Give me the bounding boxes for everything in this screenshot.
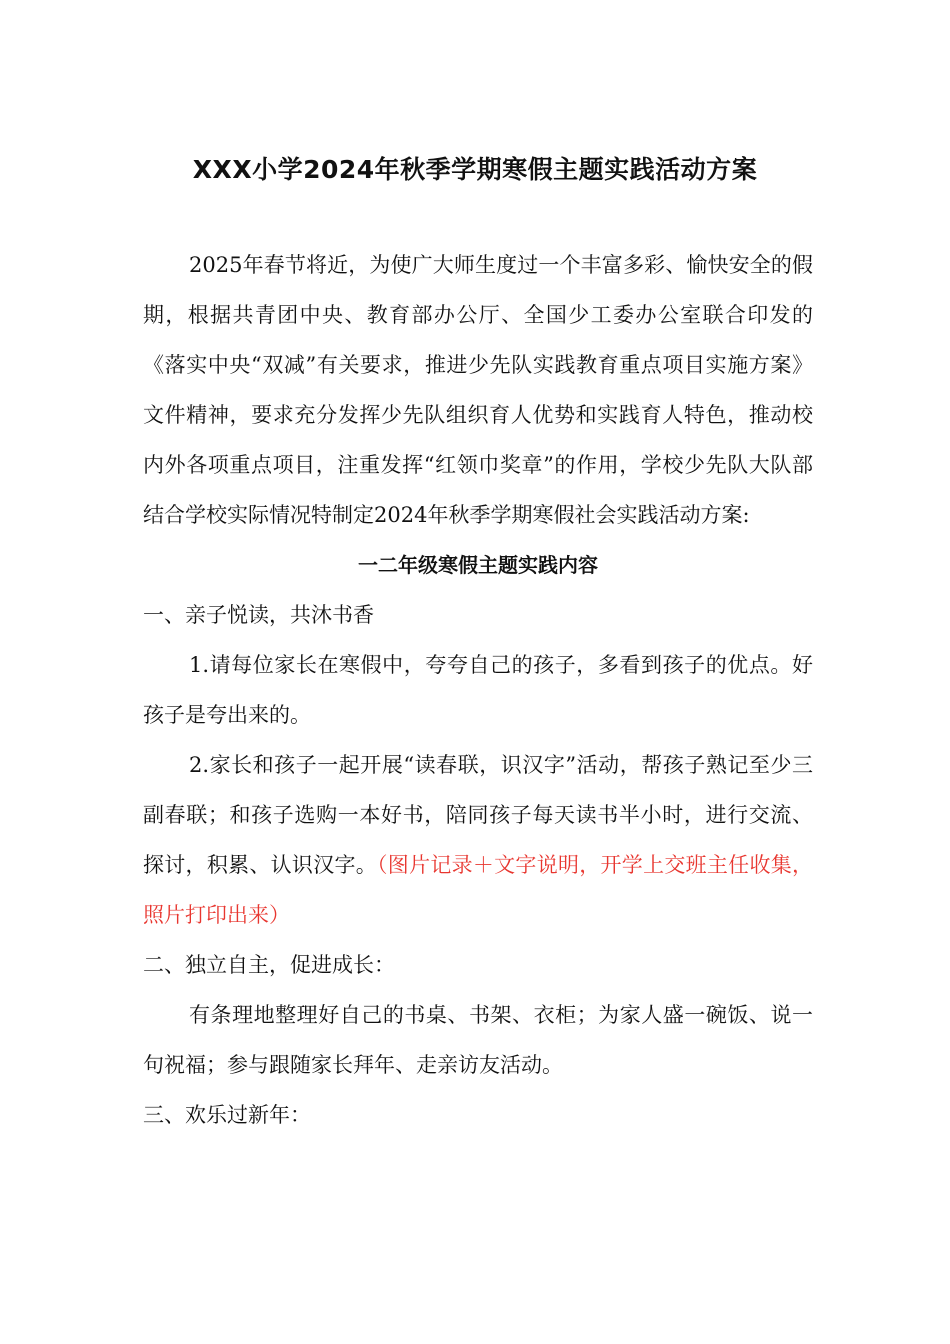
document-body (143, 240, 813, 1140)
item2-heading: 二、独立自主，促进成长： (143, 953, 395, 977)
item2-paragraph-1: 有条理地整理好自己的书桌、书架、衣柜；为家人盛一碗饭、说一句祝福；参与跟随家长拜年、走亲访友活动。 (143, 1003, 813, 1077)
intro-paragraph: 2025年春节将近，为使广大师生度过一个丰富多彩、愉快安全的假期，根据共青团中央、教育部办公厅、全国少工委办公室联合印发的《落实中央“双减”有关要求，推进少先队实践教育重点项目实施方案》文件精神，要求充分发挥少先队组织育人优势和实践育人特色，推动校内外各项重点项目，注重发挥“红领巾奖章”的作用，学校少先队大队部结合学校实际情况特制定2024年秋季学期寒假社会实践活动方案: (143, 253, 813, 527)
item1-paragraph-2-note: （图片记录＋文字说明，开学上交班主任收集，照片打印出来） (143, 853, 813, 927)
item1-paragraph-2 (143, 740, 813, 940)
item1-paragraph-1: 1.请每位家长在寒假中，夸夸自己的孩子，多看到孩子的优点。好孩子是夸出来的。 (143, 653, 813, 727)
section-heading: 一二年级寒假主题实践内容 (358, 553, 598, 577)
item3-heading: 三、欢乐过新年： (143, 1103, 311, 1127)
document-title: XXX小学2024年秋季学期寒假主题实践活动方案 (192, 155, 758, 184)
item1-paragraph-2-text: 2.家长和孩子一起开展“读春联，识汉字”活动，帮孩子熟记至少三副春联；和孩子选购一本好书，陪同孩子每天读书半小时，进行交流、探讨，积累、认识汉字。 (143, 753, 813, 877)
item1-heading: 一、亲子悦读，共沐书香 (143, 603, 374, 627)
